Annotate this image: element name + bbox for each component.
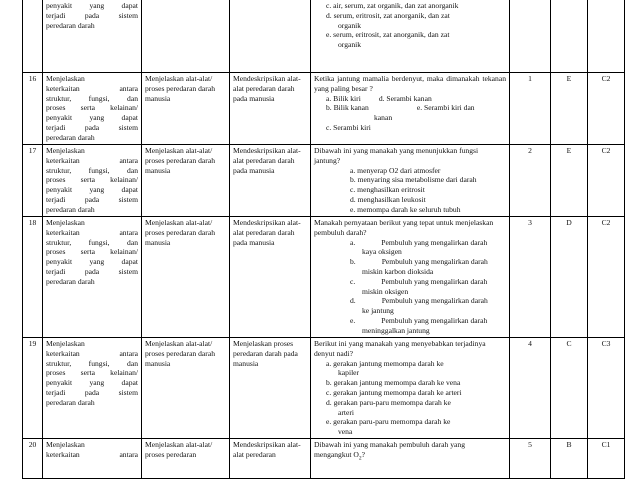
question-cell: c. air, serum, zat organik, dan zat anorganik d. serum, eritrosit, zat anorganik, dan zat organik e. serum, eritrosit, zat anorganik, dan zat organik — [311, 0, 510, 73]
level-cell: 1 — [510, 73, 551, 145]
table-row — [23, 0, 625, 73]
competency-cell: penyakit yang dapat terjadi pada sistem peredaran darah — [43, 0, 142, 73]
question-grid-table — [22, 0, 625, 479]
cognitive-cell: Mendeskripsikan alat-alat peredaran darah pada manusia — [230, 217, 311, 338]
indicator-cell: Menjelaskan alat-alat/ proses peredaran darah manusia — [142, 145, 230, 217]
cognitive-level-cell: C2 — [588, 145, 625, 217]
option-line: miskin karbon dioksida — [362, 266, 434, 276]
question-text-line-2: mengangkut $O_2$? — [314, 449, 366, 462]
row-number-cell: 19 — [23, 338, 43, 439]
option-line: c. Pembuluh yang mengalirkan darah — [350, 276, 488, 286]
cognitive-level-cell: C3 — [588, 338, 625, 439]
cognitive-level-cell: C1 — [588, 439, 625, 479]
option-line: e. Pembuluh yang mengalirkan darah — [350, 315, 488, 325]
row-number-cell: 18 — [23, 217, 43, 338]
competency-cell: Menjelaskan keterkaitan antara struktur, fungsi, dan proses serta kelainan/ penyakit yang dapat terjadi pada sistem peredaran darah — [43, 217, 142, 338]
option-line: d. Pembuluh yang mengalirkan darah — [350, 296, 488, 306]
question-text: Dibawah ini yang manakah yang menunjukkan fungsi jantung? — [314, 146, 479, 165]
option-line: c. menghasilkan eritrosit — [350, 185, 425, 195]
cognitive-cell — [230, 0, 311, 73]
option-line: arteri — [338, 407, 355, 417]
table-row — [23, 439, 625, 479]
level-cell: 4 — [510, 338, 551, 439]
option-line: meninggalkan jantung — [362, 325, 430, 335]
table-row — [23, 338, 625, 439]
option-line: miskin oksigen — [362, 286, 409, 296]
cognitive-level-cell: C2 — [588, 73, 625, 145]
row-number-cell: 20 — [23, 439, 43, 479]
option-line: a. gerakan jantung memompa darah ke — [326, 358, 444, 368]
indicator-cell: Menjelaskan alat-alat/ proses peredaran darah manusia — [142, 338, 230, 439]
indicator-cell: Menjelaskan alat-alat/ proses peredaran darah manusia — [142, 217, 230, 338]
level-cell — [510, 0, 551, 73]
answer-key-cell: C — [551, 338, 588, 439]
row-number-cell — [23, 0, 43, 73]
question-text: Berikut ini yang manakah yang menyebabkan terjadinya denyut nadi? — [314, 339, 486, 358]
cognitive-cell: Mendeskripsikan alat-alat peredaran — [230, 439, 311, 479]
answer-key-cell: E — [551, 145, 588, 217]
question-text: Dibawah ini yang manakah pembuluh darah yang — [314, 440, 465, 449]
option-line: vena — [338, 427, 353, 437]
question-cell — [311, 217, 510, 338]
option-line: d. gerakan paru-paru memompa darah ke — [326, 397, 451, 407]
row-number-cell: 16 — [23, 73, 43, 145]
option-line: c. gerakan jantung memompa darah ke arteri — [326, 387, 462, 397]
option-line: b. Bilik kanan e. Serambi kiri dan — [326, 103, 475, 113]
level-cell: 2 — [510, 145, 551, 217]
option-line: b. gerakan jantung memompa darah ke vena — [326, 378, 461, 388]
option-line: kanan — [374, 113, 393, 123]
option-line: a. Pembuluh yang mengalirkan darah — [350, 237, 488, 247]
table-row — [23, 217, 625, 338]
option-line: b. Pembuluh yang mengalirkan darah — [350, 257, 488, 267]
option-line: d. menghasilkan leukosit — [350, 194, 426, 204]
competency-cell: Menjelaskan keterkaitan antara struktur, fungsi, dan proses serta kelainan/ penyakit yang dapat terjadi pada sistem peredaran darah — [43, 145, 142, 217]
question-text: Ketika jantung mamalia berdenyut, maka dimanakah tekanan yang paling besar ? — [314, 74, 506, 93]
cognitive-level-cell — [588, 0, 625, 73]
option-line: e. memompa darah ke seluruh tubuh — [350, 204, 461, 214]
table-row — [23, 73, 625, 145]
cognitive-level-cell: C2 — [588, 217, 625, 338]
question-text: Manakah pernyataan berikut yang tepat untuk menjelaskan pembuluh darah? — [314, 218, 494, 237]
option-line: a. Bilik kiri d. Serambi kanan — [326, 93, 432, 103]
cognitive-cell: Menjelaskan proses peredaran darah pada manusia — [230, 338, 311, 439]
answer-key-cell: D — [551, 217, 588, 338]
option-line: ke jantung — [362, 306, 394, 316]
question-cell — [311, 73, 510, 145]
option-line: c. Serambi kiri — [326, 122, 371, 132]
cognitive-cell: Mendeskripsikan alat-alat peredaran darah pada manusia — [230, 73, 311, 145]
option-line: e. gerakan paru-paru memompa darah ke — [326, 417, 451, 427]
indicator-cell: Menjelaskan alat-alat/ proses peredaran darah manusia — [142, 73, 230, 145]
answer-key-cell — [551, 0, 588, 73]
question-cell — [311, 439, 510, 479]
answer-key-cell: E — [551, 73, 588, 145]
question-cell — [311, 338, 510, 439]
level-cell: 3 — [510, 217, 551, 338]
indicator-cell: Menjelaskan alat-alat/ proses peredaran — [142, 439, 230, 479]
competency-cell: Menjelaskan keterkaitan antara struktur, fungsi, dan proses serta kelainan/ penyakit yang dapat terjadi pada sistem peredaran darah — [43, 338, 142, 439]
option-line: b. menyaring sisa metabolisme dari darah — [350, 175, 477, 185]
option-line: a. menyerap O2 dari atmosfer — [350, 165, 441, 175]
option-line: kapiler — [338, 368, 360, 378]
answer-key-cell: B — [551, 439, 588, 479]
competency-cell: Menjelaskan keterkaitan antara struktur, fungsi, dan proses serta kelainan/ penyakit yang dapat terjadi pada sistem peredaran darah — [43, 73, 142, 145]
competency-cell: Menjelaskan keterkaitan antara — [43, 439, 142, 479]
table-row — [23, 145, 625, 217]
row-number-cell: 17 — [23, 145, 43, 217]
cognitive-cell: Mendeskripsikan alat-alat peredaran darah pada manusia — [230, 145, 311, 217]
level-cell: 5 — [510, 439, 551, 479]
option-line: kaya oksigen — [362, 247, 402, 257]
indicator-cell — [142, 0, 230, 73]
question-cell — [311, 145, 510, 217]
